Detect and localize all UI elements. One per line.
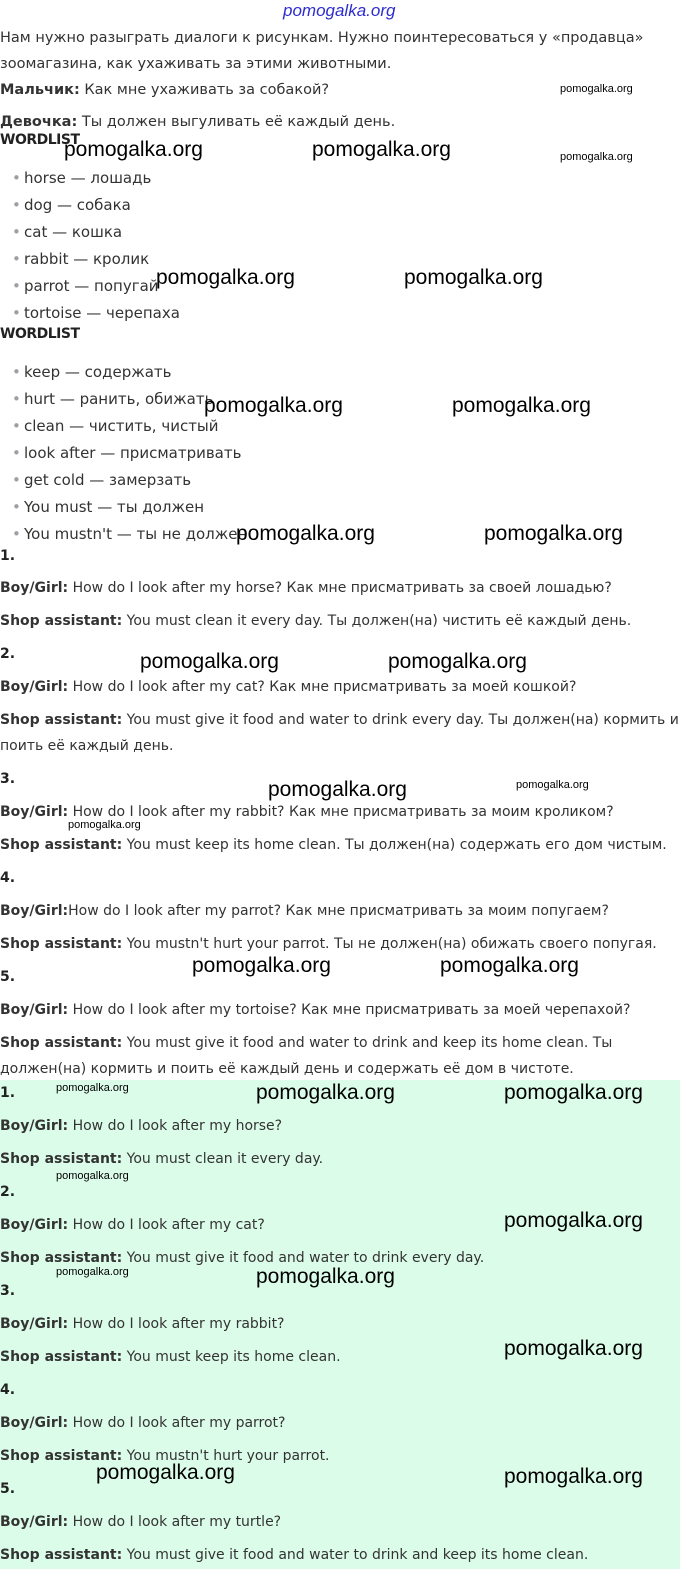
dialogue-en-5-question: Boy/Girl: How do I look after my turtle? xyxy=(0,1514,282,1530)
watermark: pomogalka.org xyxy=(56,1170,129,1182)
intro-line-1: Нам нужно разыграть диалоги к рисункам. Нужно поинтересоваться у «продавца» xyxy=(0,30,644,46)
dialogue-3-number: 3. xyxy=(0,771,16,787)
dialogue-5-number: 5. xyxy=(0,969,16,985)
dialogue-3-answer: Shop assistant: You must keep its home clean. Ты должен(на) содержать его дом чистым. xyxy=(0,837,667,853)
wordlist-2-item: • You must — ты должен xyxy=(0,498,204,516)
girl-text: Ты должен выгуливать её каждый день. xyxy=(77,114,396,130)
dialogue-2-question: Boy/Girl: How do I look after my cat? Как мне присматривать за моей кошкой? xyxy=(0,679,577,695)
dialogue-en-3-question: Boy/Girl: How do I look after my rabbit? xyxy=(0,1316,285,1332)
watermark: pomogalka.org xyxy=(56,1266,129,1278)
intro-line-2: зоомагазина, как ухаживать за этими животными. xyxy=(0,56,392,72)
dialogue-en-5-answer: Shop assistant: You must give it food and water to drink and keep its home clean. xyxy=(0,1547,589,1563)
wordlist-1-item: • dog — собака xyxy=(0,196,131,214)
wordlist-1-item: • rabbit — кролик xyxy=(0,250,149,268)
wordlist-2-item: • look after — присматривать xyxy=(0,444,241,462)
dialogue-en-2-question: Boy/Girl: How do I look after my cat? xyxy=(0,1217,265,1233)
dialogue-en-1-question: Boy/Girl: How do I look after my horse? xyxy=(0,1118,283,1134)
dialogue-3-question: Boy/Girl: How do I look after my rabbit? Как мне присматривать за моим кроликом? xyxy=(0,804,614,820)
watermark: pomogalka.org xyxy=(268,778,407,801)
dialogue-en-5-number: 5. xyxy=(0,1481,16,1497)
wordlist-2-item: • keep — содержать xyxy=(0,363,172,381)
dialogue-5-answer-cont: должен(на) кормить и поить её каждый день и содержать её дом в чистоте. xyxy=(0,1061,574,1077)
dialogue-4-answer: Shop assistant: You mustn't hurt your parrot. Ты не должен(на) обижать своего попугая. xyxy=(0,936,657,952)
watermark: pomogalka.org xyxy=(504,1081,643,1104)
dialogue-5-question: Boy/Girl: How do I look after my tortoise? Как мне присматривать за моей черепахой? xyxy=(0,1002,631,1018)
watermark: pomogalka.org xyxy=(312,138,451,161)
watermark: pomogalka.org xyxy=(484,522,623,545)
watermark: pomogalka.org xyxy=(64,138,203,161)
watermark: pomogalka.org xyxy=(236,522,375,545)
wordlist-2-item: • get cold — замерзать xyxy=(0,471,191,489)
watermark: pomogalka.org xyxy=(156,266,295,289)
watermark: pomogalka.org xyxy=(560,151,633,163)
watermark: pomogalka.org xyxy=(504,1465,643,1488)
dialogue-en-4-answer: Shop assistant: You mustn't hurt your parrot. xyxy=(0,1448,330,1464)
wordlist-2-item: • clean — чистить, чистый xyxy=(0,417,219,435)
dialogue-2-number: 2. xyxy=(0,646,16,662)
wordlist-1-item: • horse — лошадь xyxy=(0,169,151,187)
wordlist-1-title: WORDLIST xyxy=(0,132,80,148)
watermark: pomogalka.org xyxy=(560,83,633,95)
dialogue-1-number: 1. xyxy=(0,548,16,564)
dialogue-2-answer-cont: поить её каждый день. xyxy=(0,738,174,754)
watermark: pomogalka.org xyxy=(388,650,527,673)
dialogue-en-1-number: 1. xyxy=(0,1085,16,1101)
watermark: pomogalka.org xyxy=(140,650,279,673)
watermark: pomogalka.org xyxy=(68,819,141,831)
wordlist-2-item: • hurt — ранить, обижать xyxy=(0,390,213,408)
dialogue-en-1-answer: Shop assistant: You must clean it every day. xyxy=(0,1151,324,1167)
dialogue-en-4-question: Boy/Girl: How do I look after my parrot? xyxy=(0,1415,286,1431)
dialogue-1-answer: Shop assistant: You must clean it every day. Ты должен(на) чистить её каждый день. xyxy=(0,613,632,629)
girl-label: Девочка: xyxy=(0,114,78,130)
wordlist-1-item: • parrot — попугай xyxy=(0,277,159,295)
watermark: pomogalka.org xyxy=(440,954,579,977)
girl-line xyxy=(0,114,395,130)
dialogue-en-4-number: 4. xyxy=(0,1382,16,1398)
watermark-top: pomogalka.org xyxy=(283,1,396,20)
wordlist-1-item: • tortoise — черепаха xyxy=(0,304,180,322)
wordlist-1-item: • cat — кошка xyxy=(0,223,122,241)
dialogue-en-2-answer: Shop assistant: You must give it food and water to drink every day. xyxy=(0,1250,485,1266)
dialogue-4-number: 4. xyxy=(0,870,16,886)
dialogue-4-question: Boy/Girl:How do I look after my parrot? Как мне присматривать за моим попугаем? xyxy=(0,903,609,919)
watermark: pomogalka.org xyxy=(452,394,591,417)
watermark: pomogalka.org xyxy=(256,1081,395,1104)
girl-line-clip xyxy=(0,108,680,130)
boy-text: Как мне ухаживать за собакой? xyxy=(79,82,330,98)
watermark: pomogalka.org xyxy=(504,1209,643,1232)
watermark: pomogalka.org xyxy=(96,1461,235,1484)
boy-label: Мальчик: xyxy=(0,82,80,98)
wordlist-2-title: WORDLIST xyxy=(0,326,80,342)
watermark: pomogalka.org xyxy=(204,394,343,417)
wordlist-2-item: • You mustn't — ты не должен xyxy=(0,525,247,543)
watermark: pomogalka.org xyxy=(192,954,331,977)
watermark: pomogalka.org xyxy=(256,1265,395,1288)
dialogue-en-3-number: 3. xyxy=(0,1283,16,1299)
dialogue-en-2-number: 2. xyxy=(0,1184,16,1200)
watermark: pomogalka.org xyxy=(516,779,589,791)
dialogue-1-question: Boy/Girl: How do I look after my horse? Как мне присматривать за своей лошадью? xyxy=(0,580,612,596)
watermark: pomogalka.org xyxy=(504,1337,643,1360)
dialogue-5-answer: Shop assistant: You must give it food and water to drink and keep its home clean. Ты xyxy=(0,1035,613,1051)
dialogue-en-3-answer: Shop assistant: You must keep its home clean. xyxy=(0,1349,341,1365)
dialogue-2-answer: Shop assistant: You must give it food and water to drink every day. Ты должен(на) кормить и xyxy=(0,712,679,728)
boy-line xyxy=(0,82,329,98)
watermark: pomogalka.org xyxy=(56,1082,129,1094)
watermark: pomogalka.org xyxy=(404,266,543,289)
